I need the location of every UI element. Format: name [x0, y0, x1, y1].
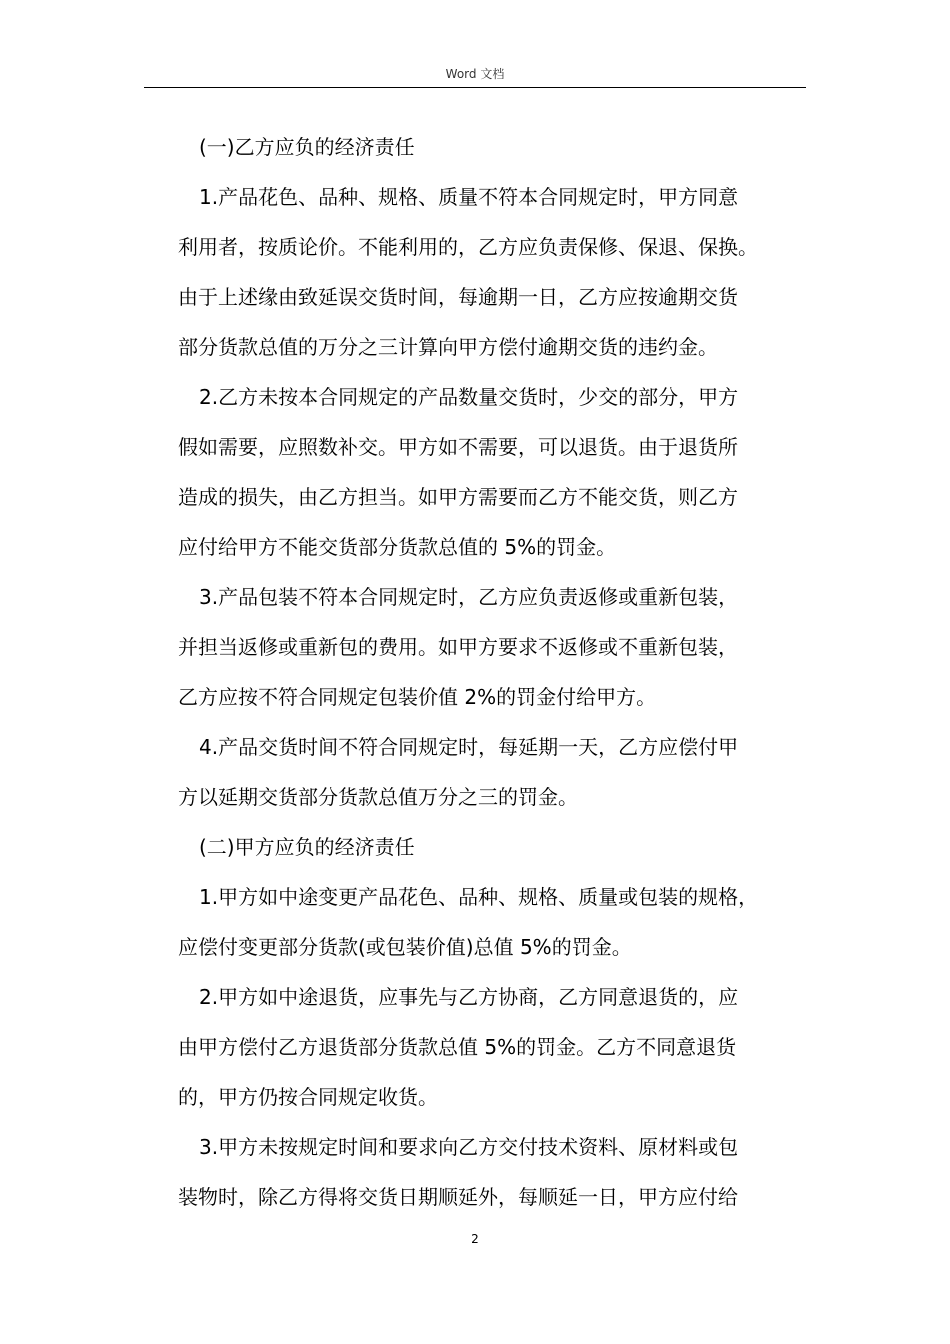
text-line: 的，甲方仍按合同规定收货。	[178, 1085, 438, 1109]
text-line: 造成的损失，由乙方担当。如甲方需要而乙方不能交货，则乙方	[178, 485, 738, 509]
text-line: 应偿付变更部分货款(或包装价值)总值 5%的罚金。	[178, 935, 632, 959]
text-line: (一)乙方应负的经济责任	[199, 135, 415, 159]
page-number: 2	[471, 1232, 479, 1246]
text-line: 4.产品交货时间不符合同规定时，每延期一天，乙方应偿付甲	[199, 735, 739, 759]
text-line: 1.产品花色、品种、规格、质量不符本合同规定时，甲方同意	[199, 185, 739, 209]
text-line: (二)甲方应负的经济责任	[199, 835, 415, 859]
text-line: 应付给甲方不能交货部分货款总值的 5%的罚金。	[178, 535, 617, 559]
text-line: 由甲方偿付乙方退货部分货款总值 5%的罚金。乙方不同意退货	[178, 1035, 737, 1059]
text-line: 2.乙方未按本合同规定的产品数量交货时，少交的部分，甲方	[199, 385, 739, 409]
text-line: 利用者，按质论价。不能利用的，乙方应负责保修、保退、保换。	[178, 235, 758, 259]
header-divider	[144, 87, 806, 88]
text-line: 由于上述缘由致延误交货时间，每逾期一日，乙方应按逾期交货	[178, 285, 738, 309]
text-line: 方以延期交货部分货款总值万分之三的罚金。	[178, 785, 578, 809]
text-line: 2.甲方如中途退货，应事先与乙方协商，乙方同意退货的，应	[199, 985, 739, 1009]
text-line: 装物时，除乙方得将交货日期顺延外，每顺延一日，甲方应付给	[178, 1185, 738, 1209]
page-header-title: Word 文档	[445, 67, 505, 81]
text-line: 3.产品包装不符本合同规定时，乙方应负责返修或重新包装，	[199, 585, 739, 609]
text-line: 部分货款总值的万分之三计算向甲方偿付逾期交货的违约金。	[178, 335, 718, 359]
document-body	[178, 122, 828, 1222]
text-line: 1.甲方如中途变更产品花色、品种、规格、质量或包装的规格，	[199, 885, 759, 909]
text-line: 3.甲方未按规定时间和要求向乙方交付技术资料、原材料或包	[199, 1135, 739, 1159]
text-line: 乙方应按不符合同规定包装价值 2%的罚金付给甲方。	[178, 685, 657, 709]
text-line: 假如需要，应照数补交。甲方如不需要，可以退货。由于退货所	[178, 435, 738, 459]
text-line: 并担当返修或重新包的费用。如甲方要求不返修或不重新包装，	[178, 635, 738, 659]
